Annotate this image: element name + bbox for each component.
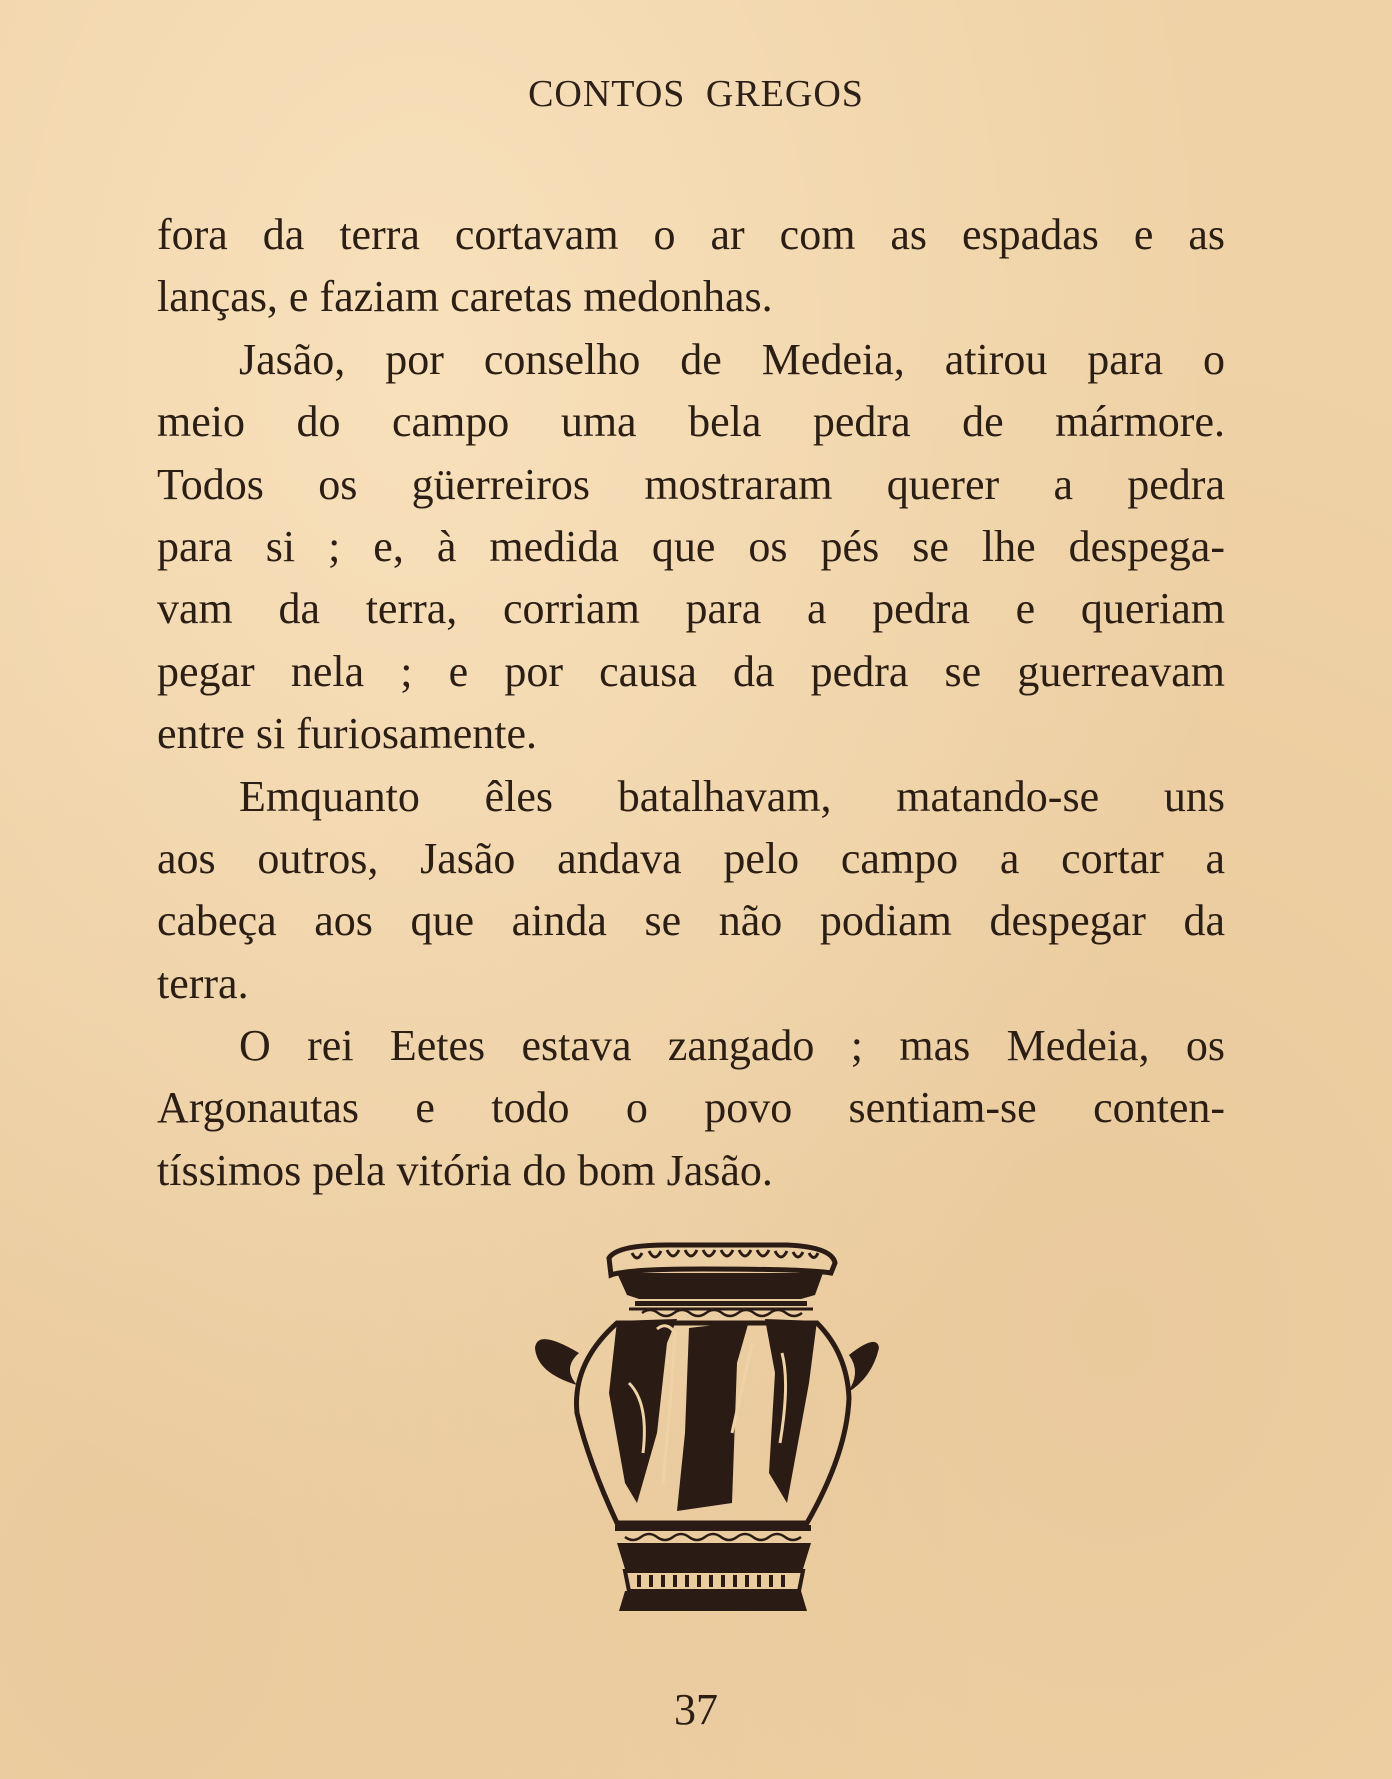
greek-vase-icon [517,1233,889,1613]
text-line: para si ; e, à medida que os pés se lhe despega- [157,521,1225,571]
text-line: aos outros, Jasão andava pelo campo a cortar a [157,833,1225,883]
text-line: cabeça aos que ainda se não podiam despegar da [157,896,1225,946]
text-line: meio do campo uma bela pedra de mármore. [157,397,1225,447]
body-text [157,204,1225,1202]
running-head: CONTOS GREGOS [528,73,864,115]
text-line: vam da terra, corriam para a pedra e queriam [157,584,1225,634]
text-line: Todos os güerreiros mostraram querer a pedra [157,459,1225,509]
text-line: lanças, e faziam caretas medonhas. [157,272,773,322]
paragraph-start-line: Jasão, por conselho de Medeia, atirou para o [239,334,1225,384]
text-line: Argonautas e todo o povo sentiam-se conten- [157,1083,1225,1133]
page-number: 37 [674,1685,718,1734]
paragraph-start-line: O rei Eetes estava zangado ; mas Medeia, os [239,1021,1225,1071]
text-line: fora da terra cortavam o ar com as espadas e as [157,210,1225,259]
text-line: terra. [157,958,249,1008]
text-line: entre si furiosamente. [157,709,537,759]
text-line: pegar nela ; e por causa da pedra se guerreavam [157,646,1225,696]
paragraph-start-line: Emquanto êles batalhavam, matando-se uns [239,771,1225,821]
text-line: tíssimos pela vitória do bom Jasão. [157,1145,773,1195]
